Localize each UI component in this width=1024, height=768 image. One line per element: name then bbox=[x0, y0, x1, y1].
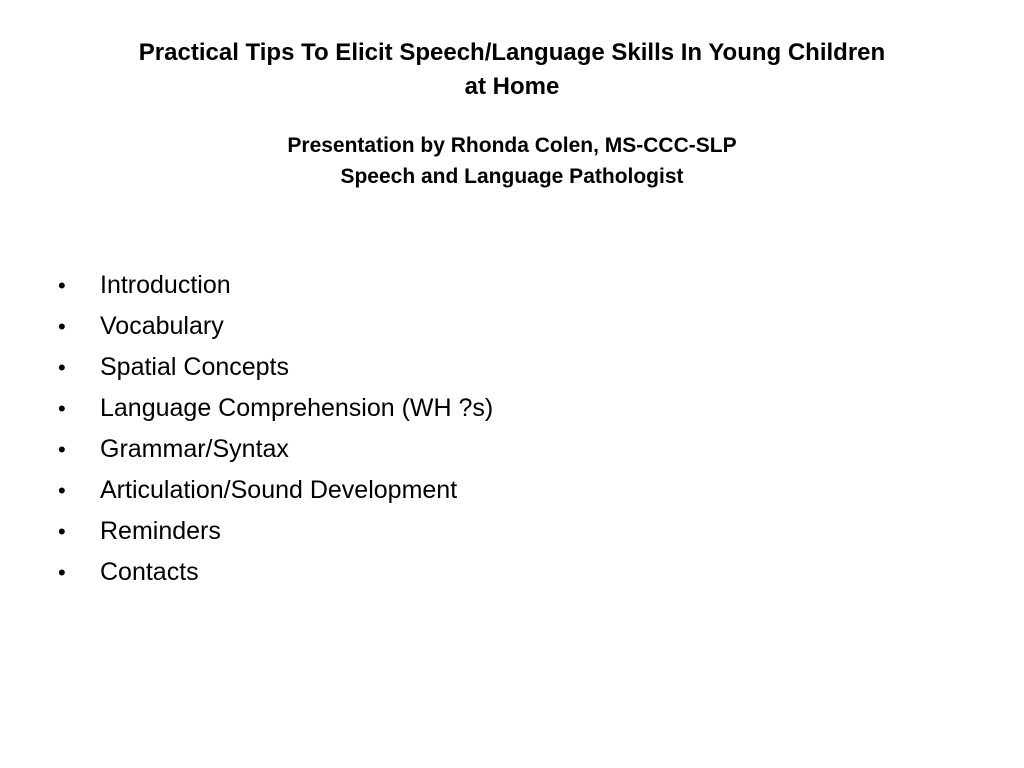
list-item-label: Introduction bbox=[100, 271, 231, 299]
bullet-icon: • bbox=[58, 396, 66, 421]
bullet-icon: • bbox=[58, 355, 66, 380]
list-item-label: Spatial Concepts bbox=[100, 353, 290, 381]
list-item-label: Contacts bbox=[100, 558, 199, 586]
list-item-reminders bbox=[58, 511, 493, 552]
list-item-label: Articulation/Sound Development bbox=[100, 476, 458, 504]
bullet-icon: • bbox=[58, 273, 66, 298]
list-item-label: Vocabulary bbox=[100, 312, 224, 340]
list-item-label: Language Comprehension (WH ?s) bbox=[100, 394, 494, 422]
list-item-contacts bbox=[58, 552, 493, 593]
slide-title-line-2: at Home bbox=[464, 73, 560, 100]
topic-list bbox=[58, 265, 493, 593]
list-item-label: Grammar/Syntax bbox=[100, 435, 289, 463]
list-item-introduction bbox=[58, 265, 493, 306]
slide-subtitle bbox=[40, 130, 984, 192]
list-item-articulation bbox=[58, 470, 493, 511]
list-item-grammar-syntax bbox=[58, 429, 493, 470]
list-item-spatial-concepts bbox=[58, 347, 493, 388]
bullet-icon: • bbox=[58, 437, 66, 462]
slide-title-line-1: Practical Tips To Elicit Speech/Language Skills In Young Children bbox=[138, 39, 886, 66]
bullet-icon: • bbox=[58, 519, 66, 544]
presenter-role-line: Speech and Language Pathologist bbox=[340, 165, 684, 188]
slide-title bbox=[40, 36, 984, 104]
list-item-vocabulary bbox=[58, 306, 493, 347]
bullet-icon: • bbox=[58, 314, 66, 339]
bullet-icon: • bbox=[58, 560, 66, 585]
bullet-icon: • bbox=[58, 478, 66, 503]
presenter-line: Presentation by Rhonda Colen, MS-CCC-SLP bbox=[287, 134, 737, 157]
list-item-language-comprehension bbox=[58, 388, 493, 429]
list-item-label: Reminders bbox=[100, 517, 221, 545]
